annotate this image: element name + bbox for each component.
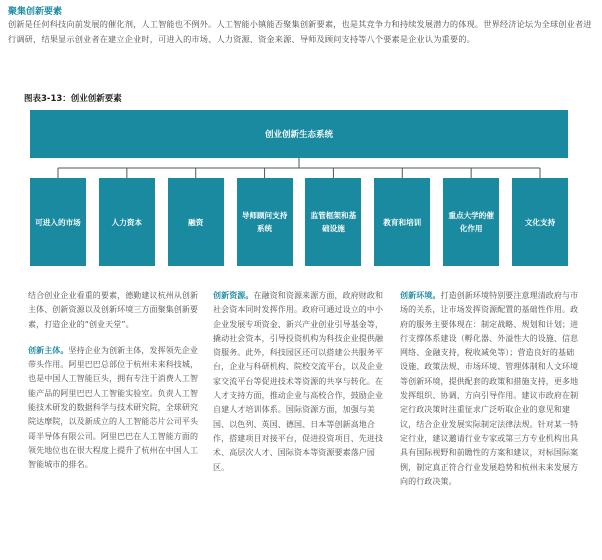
factor-label: 融资 xyxy=(188,217,204,227)
factor-box xyxy=(30,178,86,266)
innovation-environment-paragraph xyxy=(400,289,582,489)
factor-box xyxy=(168,178,224,266)
factor-label: 监管框架和基础设施 xyxy=(310,211,357,233)
innovation-resources-paragraph xyxy=(213,289,391,475)
factor-box xyxy=(443,178,499,266)
factor-label: 文化支持 xyxy=(524,217,556,227)
column-intro-paragraph: 结合创业企业看重的要素，德勤建议杭州从创新主体、创新资源以及创新环境三方面聚集创新要素，打造企业的“创业天堂”。 xyxy=(28,291,199,329)
innovation-environment-heading: 创新环境。 xyxy=(400,291,441,300)
factor-box xyxy=(305,178,361,266)
column-innovation-subject xyxy=(28,289,206,473)
figure-title: 图表3-13：创业创新要素 xyxy=(24,94,122,104)
factor-label: 教育和培训 xyxy=(383,217,422,227)
innovation-environment-text: 打造创新环境特别要注意理清政府与市场的关系，让市场发挥资源配置的基础性作用。政府的服务主要体现在：制定战略、规划和计划；进行支撑体系建设（孵化器、外溢性大的设施、信息网络、金融支持，税收减免等）；营造良好的基础设施、政策法规、市场环境、管理体制和人文环境等创新环境，提供配套的政策和措施支持，更多地发挥组织、协调、方向引导作用。建议市政府在制定行政决策时注重征求广泛听取企业的意见和建议，结合企业发展实际制定法律法规。针对某一特定行业，建议邀请行业专家或第三方专业机构出具具有国际视野和前瞻性的方案和建议，对标国际案例，制定真正符合行业发展趋势和杭州未来发展方向的行政决策。 xyxy=(400,291,579,486)
factor-label: 导师顾问支持系统 xyxy=(241,211,288,233)
innovation-resources-text: 在融资和资源来源方面，政府财政和社会资本同时发挥作用。政府可通过设立的中小企业发展专项资金、新兴产业创业引导基金等，撬动社会资本，引导投资机构为科技企业提供融资服务。此外，科技园区还可以搭建公共服务平台，企业与科研机构、院校交流平台，以及企业家交流平台等促进技术等资源的共享与转化。在人才支持方面，推动企业与高校合作，鼓励企业自建人才培训体系。国际资源方面，加强与美国、以色列、英国、德国、日本等创新高地合作，搭建项目对接平台，促进投资项目、先进技术、高层次人才、国际资本等资源要素落户园区。 xyxy=(213,291,384,472)
column-innovation-resources xyxy=(213,289,391,475)
innovation-subject-text: 坚持企业为创新主体，发挥领先企业带头作用。阿里巴巴总部位于杭州未来科技城，也是中国人工智能巨头，拥有专注于消费人工智能产品的阿里巴巴人工智能实验室。负责人工智能技术研发的数据科学与技术研究院，全球研究院达摩院，以及新成立的人工智能芯片公司平头哥半导体有限公司。阿里巴巴在人工智能方面的领先地位也在很大程度上提升了杭州在中国人工智能城市的排名。 xyxy=(28,345,199,470)
factor-box xyxy=(374,178,430,266)
factor-label: 可进入的市场 xyxy=(35,217,81,227)
factor-label: 人力资本 xyxy=(111,217,143,227)
factor-label: 重点大学的催化作用 xyxy=(448,211,494,233)
innovation-subject-heading: 创新主体。 xyxy=(28,345,69,355)
factor-box xyxy=(99,178,155,266)
factor-box xyxy=(512,178,568,266)
innovation-subject-paragraph xyxy=(28,344,206,473)
factor-box xyxy=(237,178,293,266)
innovation-resources-heading: 创新资源。 xyxy=(213,291,254,300)
column-innovation-environment xyxy=(400,289,582,489)
intro-paragraph: 创新是任何科技向前发展的催化剂，人工智能也不例外。人工智能小镇能否聚集创新要素，也是其竞争力和持续发展潜力的体现。世界经济论坛为全球创业者进行调研，结果显示创业者在建立企业时，可进入的市场、人力资源、资金来源、导师及顾问支持等八个要素是企业认为重要的。 xyxy=(8,19,592,44)
section-heading: 聚集创新要素 xyxy=(8,7,63,17)
ecosystem-label: 创业创新生态系统 xyxy=(264,130,333,140)
